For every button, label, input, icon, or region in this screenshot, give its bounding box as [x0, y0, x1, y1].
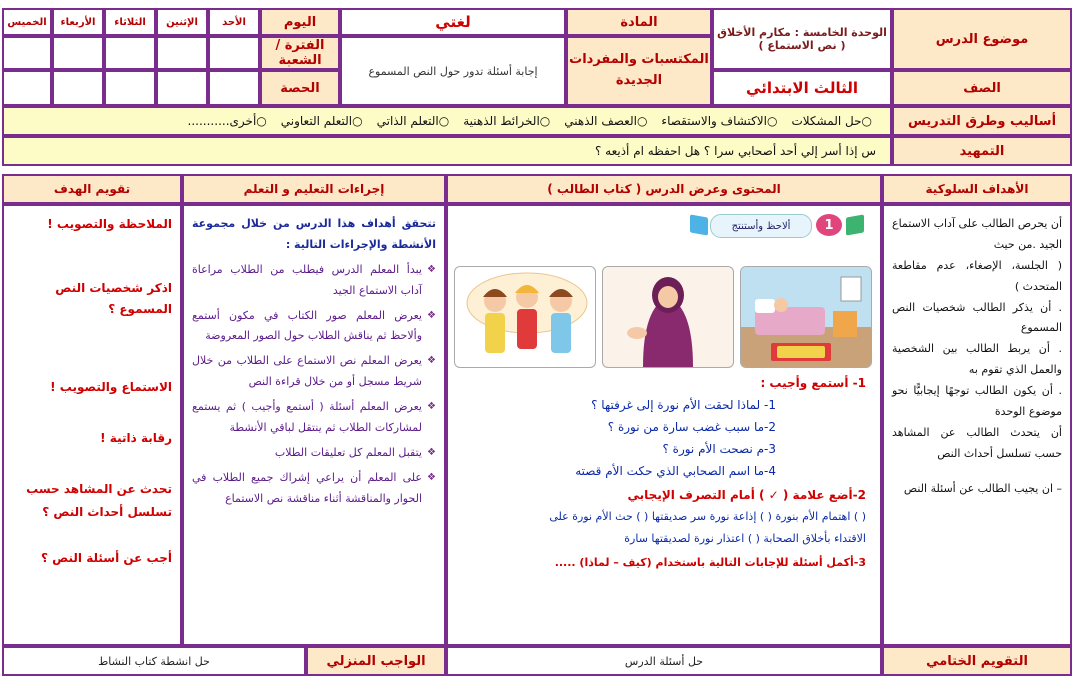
q2-title: 2-أضع علامة ( ✓ ) أمام التصرف الإيجابي — [627, 488, 866, 502]
period-cell — [104, 70, 156, 106]
illustration-mother — [602, 266, 734, 368]
method-item: ○الاكتشاف والاستقصاء — [661, 114, 778, 128]
objective-item: . أن يكون الطالب توجهًا إيجابيًّا نحو موضوع الوحدة — [892, 384, 1062, 419]
cube-icon — [690, 214, 708, 235]
competencies-label: المكتسبات والمفردات الجديدة — [566, 36, 712, 106]
procedures-column — [182, 204, 446, 646]
content-header: المحتوى وعرض الدرس ( كتاب الطالب ) — [446, 174, 882, 204]
day-cell-sun: الأحد — [208, 8, 260, 36]
questions-block — [458, 372, 866, 574]
method-item: ○أخرى........... — [187, 114, 267, 128]
procedures-intro: تتحقق أهداف هذا الدرس من خلال مجموعة الأنشطة والإجراءات التالية : — [192, 217, 436, 251]
q2-line: ( ) اهتمام الأم بنورة ( ) إذاعة نورة سر صديقتها ( ) حث الأم نورة على — [549, 510, 866, 523]
day-date-cell — [52, 36, 104, 70]
method-item: ○الخرائط الذهنية — [463, 114, 551, 128]
cube-icon — [846, 214, 864, 235]
objective-item: أن يتحدث الطالب عن المشاهد حسب تسلسل أحداث النص — [892, 425, 1062, 460]
day-date-cell — [208, 36, 260, 70]
procedure-item: ❖ يتقبل المعلم كل تعليقات الطلاب — [192, 443, 436, 464]
illustration-bedroom — [740, 266, 872, 368]
procedure-item: ❖ على المعلم أن يراعي إشراك جميع الطلاب في الحوار والمناقشة أثناء مناقشة نص الاستماع — [192, 468, 436, 510]
objective-item: – ان يجيب الطالب عن أسئلة النص — [903, 481, 1062, 495]
procedure-item: ❖ يعرض المعلم أسئلة ( أستمع وأجيب ) ثم يستمع لمشاركات الطلاب ثم ينتقل لباقي الأنشطة — [192, 397, 436, 439]
procedure-item: ❖ يعرض المعلم صور الكتاب في مكون أستمع وألاحظ ثم يناقش الطلاب حول الصور المعروضة — [192, 306, 436, 348]
grade-label: الصف — [892, 70, 1072, 106]
day-cell-wed: الأربعاء — [52, 8, 104, 36]
q1-item: 3-م نصحت الأم نورة ؟ — [662, 442, 776, 456]
q1-item: 1- لماذا لحقت الأم نورة إلى غرفتها ؟ — [591, 398, 776, 412]
day-cell-tue: الثلاثاء — [104, 8, 156, 36]
homework-label: الواجب المنزلي — [306, 646, 446, 676]
period-label: الحصة — [260, 70, 340, 106]
unit-title: الوحدة الخامسة : مكارم الأخلاق — [717, 26, 887, 39]
intro-text: س إذا أسر إلي أحد أصحابي سرا ؟ هل احفظه ام أذيعه ؟ — [2, 136, 892, 166]
objectives-header: الأهداف السلوكية — [882, 174, 1072, 204]
class-label: الفترة / الشعبة — [260, 36, 340, 70]
material-label: المادة — [566, 8, 712, 36]
day-date-cell — [156, 36, 208, 70]
period-cell — [208, 70, 260, 106]
method-item: ○العصف الذهني — [564, 114, 648, 128]
evaluation-item: أجب عن أسئلة النص ؟ — [40, 550, 172, 565]
final-eval-value: حل أسئلة الدرس — [446, 646, 882, 676]
procedures-header: إجراءات التعليم و التعلم — [182, 174, 446, 204]
competencies-value: إجابة أسئلة تدور حول النص المسموع — [340, 36, 566, 106]
day-date-cell — [104, 36, 156, 70]
q2-line: الاقتداء بأخلاق الصحابة ( ) اعتذار نورة لصديقتها سارة — [624, 532, 866, 545]
q3-title: 3-أكمل أسئلة للإجابات التالية باستخدام (كيف – لماذا) ..... — [554, 556, 866, 569]
evaluation-item: اذكر شخصيات النص المسموع ؟ — [55, 280, 172, 317]
evaluation-column — [2, 204, 182, 646]
procedure-item: ❖ يعرض المعلم نص الاستماع على الطلاب من خلال شريط مسجل أو من خلال قراءة النص — [192, 351, 436, 393]
day-date-cell — [2, 36, 52, 70]
lesson-title: ( نص الاستماع ) — [758, 39, 846, 52]
objective-item: . أن يربط الطالب بين الشخصية والعمل الذي تقوم به — [892, 342, 1062, 377]
badge-number: 1 — [816, 214, 842, 236]
homework-value: حل انشطة كتاب النشاط — [2, 646, 306, 676]
period-cell — [52, 70, 104, 106]
grade-value: الثالث الابتدائي — [712, 70, 892, 106]
evaluation-item: رقابة ذاتية ! — [100, 431, 172, 446]
evaluation-item: الاستماع والتصويب ! — [50, 379, 172, 394]
material-value: لغتي — [340, 8, 566, 36]
evaluation-item: تحدث عن المشاهد حسب تسلسل أحداث النص ؟ — [26, 481, 172, 519]
section-badge — [684, 214, 864, 238]
method-item: ○حل المشكلات — [791, 114, 872, 128]
q1-title: 1- أستمع وأجيب : — [760, 376, 866, 390]
final-eval-label: التقويم الختامي — [882, 646, 1072, 676]
intro-label: التمهيد — [892, 136, 1072, 166]
illustration-girls — [454, 266, 596, 368]
subject-label: موضوع الدرس — [892, 8, 1072, 70]
period-cell — [2, 70, 52, 106]
q1-item: 2-ما سبب غضب سارة من نورة ؟ — [607, 420, 776, 434]
methods-label: أساليب وطرق التدريس — [892, 106, 1072, 136]
method-item: ○التعلم التعاوني — [280, 114, 363, 128]
day-cell-thu: الخميس — [2, 8, 52, 36]
procedure-item: ❖ يبدأ المعلم الدرس فيطلب من الطلاب مراعاة آداب الاستماع الجيد — [192, 260, 436, 302]
evaluation-header: تقويم الهدف — [2, 174, 182, 204]
day-label: اليوم — [260, 8, 340, 36]
objective-item: ( الجلسة، الإصغاء، عدم مقاطعة المتحدث ) — [892, 258, 1062, 293]
objective-item: أن يحرص الطالب على آداب الاستماع الجيد .من حيث — [892, 217, 1062, 251]
q1-item: 4-ما اسم الصحابي الذي حكت الأم قصته — [575, 464, 776, 478]
unit-cell — [712, 8, 892, 70]
content-column — [446, 204, 882, 646]
period-cell — [156, 70, 208, 106]
objective-item: . أن يذكر الطالب شخصيات النص المسموع — [892, 300, 1062, 335]
day-cell-mon: الإثنين — [156, 8, 208, 36]
methods-strip — [2, 106, 892, 136]
badge-label: ألاحظ وأستنتج — [710, 214, 812, 238]
method-item: ○التعلم الذاتي — [376, 114, 450, 128]
evaluation-item: الملاحظة والتصويب ! — [47, 217, 172, 231]
objectives-column — [882, 204, 1072, 646]
